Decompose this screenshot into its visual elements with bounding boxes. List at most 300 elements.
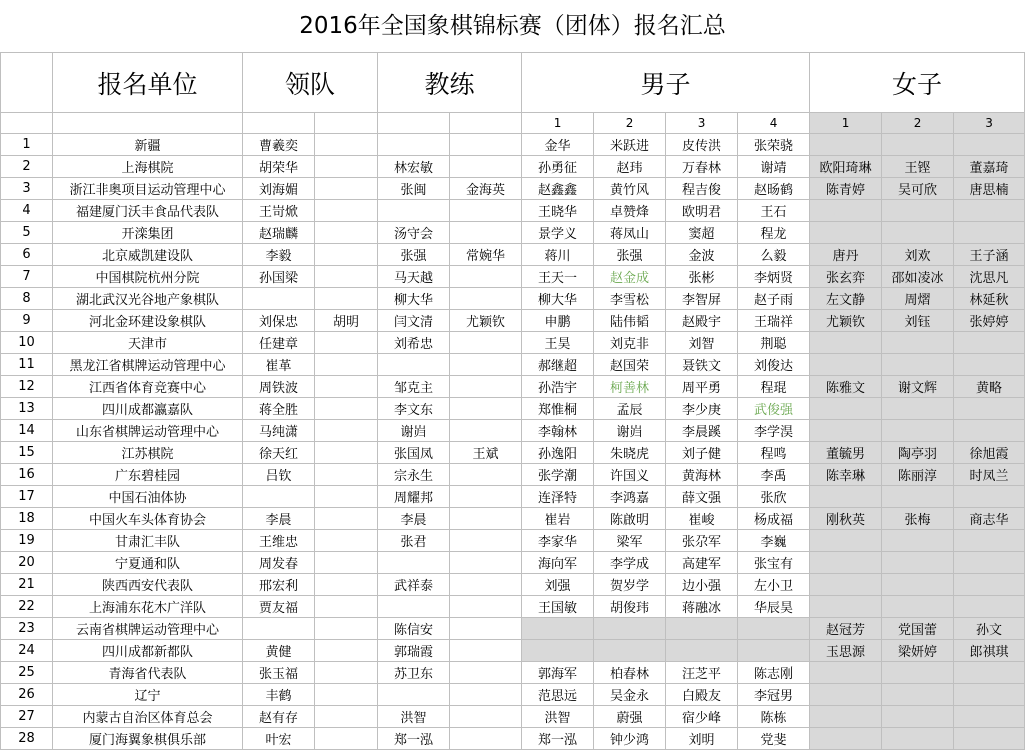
women-player-cell: 陶亭羽: [882, 442, 954, 464]
men-player-cell: 连泽特: [522, 486, 594, 508]
row-index: 15: [1, 442, 53, 464]
men-player-cell: 蒋凤山: [594, 222, 666, 244]
unit-name-cell: 宁夏通和队: [53, 552, 243, 574]
unit-name-cell: 广东碧桂园: [53, 464, 243, 486]
subheader-blank: [378, 113, 450, 134]
coach-cell: 闫文清: [378, 310, 450, 332]
coach-cell: 张国凤: [378, 442, 450, 464]
women-player-cell: 商志华: [954, 508, 1025, 530]
leader-cell: 蒋全胜: [243, 398, 315, 420]
men-player-cell: 王天一: [522, 266, 594, 288]
unit-name-cell: 天津市: [53, 332, 243, 354]
coach-cell: 苏卫东: [378, 662, 450, 684]
coach-cell: [450, 200, 522, 222]
leader-cell: [315, 662, 378, 684]
women-player-cell: [954, 486, 1025, 508]
men-player-cell: 华辰昊: [738, 596, 810, 618]
men-player-cell: 米跃进: [594, 134, 666, 156]
table-row: [1, 310, 1025, 332]
men-player-cell: [738, 618, 810, 640]
men-player-cell: 李学成: [594, 552, 666, 574]
unit-name-cell: 厦门海翼象棋俱乐部: [53, 728, 243, 750]
men-player-cell: 左小卫: [738, 574, 810, 596]
subheader-blank: [450, 113, 522, 134]
table-row: [1, 640, 1025, 662]
men-player-cell: 申鹏: [522, 310, 594, 332]
leader-cell: [315, 552, 378, 574]
men-player-cell: 窦超: [666, 222, 738, 244]
leader-cell: [315, 222, 378, 244]
unit-name-cell: 中国棋院杭州分院: [53, 266, 243, 288]
coach-cell: [450, 684, 522, 706]
leader-cell: [315, 728, 378, 750]
men-player-cell: 刘子健: [666, 442, 738, 464]
women-player-cell: [954, 552, 1025, 574]
men-player-cell: 孙勇征: [522, 156, 594, 178]
row-index: 1: [1, 134, 53, 156]
table-row: [1, 288, 1025, 310]
leader-cell: [315, 178, 378, 200]
men-num-1: 1: [522, 113, 594, 134]
table-row: [1, 134, 1025, 156]
leader-cell: 王维忠: [243, 530, 315, 552]
men-player-cell: 范思远: [522, 684, 594, 706]
women-player-cell: [882, 134, 954, 156]
men-player-cell: 崔岩: [522, 508, 594, 530]
men-player-cell: 许国义: [594, 464, 666, 486]
women-player-cell: [810, 684, 882, 706]
row-index: 5: [1, 222, 53, 244]
coach-cell: [450, 486, 522, 508]
men-player-cell: 金华: [522, 134, 594, 156]
women-player-cell: [882, 530, 954, 552]
men-player-cell: 李巍: [738, 530, 810, 552]
men-player-cell: 赵殿宇: [666, 310, 738, 332]
row-index: 17: [1, 486, 53, 508]
leader-cell: [315, 134, 378, 156]
women-player-cell: 刚秋英: [810, 508, 882, 530]
women-player-cell: [810, 530, 882, 552]
table-row: [1, 244, 1025, 266]
men-player-cell: 欧明君: [666, 200, 738, 222]
table-row: [1, 420, 1025, 442]
row-index: 21: [1, 574, 53, 596]
unit-name-cell: 中国石油体协: [53, 486, 243, 508]
women-player-cell: 郎祺琪: [954, 640, 1025, 662]
men-player-cell: 王昊: [522, 332, 594, 354]
men-player-cell: 程琨: [738, 376, 810, 398]
table-row: [1, 354, 1025, 376]
row-index: 16: [1, 464, 53, 486]
unit-name-cell: 山东省棋牌运动管理中心: [53, 420, 243, 442]
row-index: 6: [1, 244, 53, 266]
subheader-row: [1, 113, 1025, 134]
men-player-cell: 黄竹风: [594, 178, 666, 200]
women-player-cell: [882, 662, 954, 684]
unit-name-cell: 江西省体育竞赛中心: [53, 376, 243, 398]
leader-cell: [315, 618, 378, 640]
unit-name-cell: 中国火车头体育协会: [53, 508, 243, 530]
men-player-cell: 李冠男: [738, 684, 810, 706]
table-row: [1, 486, 1025, 508]
women-player-cell: 尤颖钦: [810, 310, 882, 332]
leader-cell: 吕钦: [243, 464, 315, 486]
leader-cell: [315, 442, 378, 464]
women-player-cell: [882, 332, 954, 354]
unit-name-cell: 四川成都瀛嘉队: [53, 398, 243, 420]
leader-cell: 胡明: [315, 310, 378, 332]
leader-cell: 赵瑞麟: [243, 222, 315, 244]
unit-name-cell: 湖北武汉光谷地产象棋队: [53, 288, 243, 310]
unit-name-cell: 上海棋院: [53, 156, 243, 178]
women-player-cell: 董嘉琦: [954, 156, 1025, 178]
men-player-cell: 胡俊玮: [594, 596, 666, 618]
men-player-cell: 张学潮: [522, 464, 594, 486]
coach-cell: [450, 420, 522, 442]
table-row: [1, 684, 1025, 706]
row-index: 19: [1, 530, 53, 552]
unit-name-cell: 福建厦门沃丰食品代表队: [53, 200, 243, 222]
men-player-cell: 李鸿嘉: [594, 486, 666, 508]
coach-cell: [450, 618, 522, 640]
men-player-cell: 郭海军: [522, 662, 594, 684]
coach-cell: 郭瑞霞: [378, 640, 450, 662]
women-player-cell: 陈青婷: [810, 178, 882, 200]
men-player-cell: 薛文强: [666, 486, 738, 508]
unit-name-cell: 四川成都新都队: [53, 640, 243, 662]
women-player-cell: [954, 134, 1025, 156]
leader-cell: [315, 684, 378, 706]
men-player-cell: 张宝有: [738, 552, 810, 574]
subheader-blank: [1, 113, 53, 134]
coach-cell: [378, 684, 450, 706]
men-player-cell: 蒋川: [522, 244, 594, 266]
men-player-cell: [522, 618, 594, 640]
women-player-cell: [882, 574, 954, 596]
leader-cell: [315, 420, 378, 442]
row-index: 13: [1, 398, 53, 420]
header-men: 男子: [522, 53, 810, 113]
leader-cell: [315, 266, 378, 288]
men-player-cell: 万春林: [666, 156, 738, 178]
men-player-cell: 程吉俊: [666, 178, 738, 200]
women-player-cell: [810, 354, 882, 376]
table-row: [1, 662, 1025, 684]
leader-cell: [243, 288, 315, 310]
men-player-cell: 刘强: [522, 574, 594, 596]
coach-cell: [378, 552, 450, 574]
coach-cell: [378, 354, 450, 376]
row-index: 3: [1, 178, 53, 200]
men-player-cell: 张尕军: [666, 530, 738, 552]
subheader-blank: [315, 113, 378, 134]
coach-cell: 柳大华: [378, 288, 450, 310]
men-player-cell: [738, 640, 810, 662]
coach-cell: [450, 574, 522, 596]
men-player-cell: 陈志刚: [738, 662, 810, 684]
women-player-cell: 刘欢: [882, 244, 954, 266]
men-player-cell: [594, 640, 666, 662]
women-player-cell: [810, 200, 882, 222]
leader-cell: [315, 398, 378, 420]
unit-name-cell: 黑龙江省棋牌运动管理中心: [53, 354, 243, 376]
women-player-cell: 左文静: [810, 288, 882, 310]
women-player-cell: 欧阳琦琳: [810, 156, 882, 178]
men-player-cell: 程龙: [738, 222, 810, 244]
women-player-cell: 张梅: [882, 508, 954, 530]
men-player-cell: 李少庚: [666, 398, 738, 420]
men-player-cell: 陆伟韬: [594, 310, 666, 332]
women-player-cell: [810, 486, 882, 508]
women-player-cell: 周熠: [882, 288, 954, 310]
table-row: [1, 178, 1025, 200]
coach-cell: 洪智: [378, 706, 450, 728]
women-player-cell: [954, 574, 1025, 596]
leader-cell: [315, 596, 378, 618]
men-player-cell: 张强: [594, 244, 666, 266]
leader-cell: [315, 156, 378, 178]
row-index: 27: [1, 706, 53, 728]
page-title: 2016年全国象棋锦标赛（团体）报名汇总: [299, 13, 726, 39]
women-player-cell: [954, 398, 1025, 420]
women-player-cell: [882, 486, 954, 508]
men-player-cell: 程鸣: [738, 442, 810, 464]
men-player-cell: 荆聪: [738, 332, 810, 354]
unit-name-cell: 河北金环建设象棋队: [53, 310, 243, 332]
leader-cell: 任建章: [243, 332, 315, 354]
women-player-cell: 孙文: [954, 618, 1025, 640]
women-player-cell: 唐丹: [810, 244, 882, 266]
men-player-cell: 孟辰: [594, 398, 666, 420]
men-player-cell: 郑一泓: [522, 728, 594, 750]
men-player-cell: [666, 618, 738, 640]
coach-cell: [378, 200, 450, 222]
women-player-cell: 沈思凡: [954, 266, 1025, 288]
women-player-cell: 陈雅文: [810, 376, 882, 398]
leader-cell: [315, 574, 378, 596]
men-player-cell: 王晓华: [522, 200, 594, 222]
table-row: [1, 156, 1025, 178]
row-index: 10: [1, 332, 53, 354]
row-index: 26: [1, 684, 53, 706]
leader-cell: 刘保忠: [243, 310, 315, 332]
row-index: 8: [1, 288, 53, 310]
men-player-cell: 王石: [738, 200, 810, 222]
coach-cell: [450, 464, 522, 486]
women-player-cell: [810, 662, 882, 684]
women-player-cell: [882, 222, 954, 244]
men-player-cell: 钟少鸿: [594, 728, 666, 750]
men-player-cell: 刘俊达: [738, 354, 810, 376]
coach-cell: 宗永生: [378, 464, 450, 486]
leader-cell: [243, 618, 315, 640]
women-player-cell: 林延秋: [954, 288, 1025, 310]
women-player-cell: [810, 552, 882, 574]
men-player-cell: 杨成福: [738, 508, 810, 530]
leader-cell: [315, 354, 378, 376]
leader-cell: [315, 508, 378, 530]
women-player-cell: [882, 596, 954, 618]
women-player-cell: [810, 596, 882, 618]
leader-cell: 黄健: [243, 640, 315, 662]
leader-cell: [315, 486, 378, 508]
leader-cell: 马纯潇: [243, 420, 315, 442]
women-player-cell: [954, 332, 1025, 354]
men-player-cell: 陈栋: [738, 706, 810, 728]
men-player-cell: 柳大华: [522, 288, 594, 310]
coach-cell: 张强: [378, 244, 450, 266]
men-player-cell: 王国敏: [522, 596, 594, 618]
coach-cell: [450, 156, 522, 178]
table-row: [1, 332, 1025, 354]
women-player-cell: [954, 706, 1025, 728]
women-player-cell: [954, 596, 1025, 618]
men-player-cell: [666, 640, 738, 662]
women-player-cell: [954, 530, 1025, 552]
men-player-cell: 郝继超: [522, 354, 594, 376]
leader-cell: [315, 706, 378, 728]
women-player-cell: [810, 706, 882, 728]
women-player-cell: [810, 574, 882, 596]
men-player-cell: 张荣骁: [738, 134, 810, 156]
coach-cell: [450, 596, 522, 618]
women-player-cell: 黄略: [954, 376, 1025, 398]
men-player-cell: 谢靖: [738, 156, 810, 178]
men-player-cell: 赵鑫鑫: [522, 178, 594, 200]
leader-cell: 邢宏利: [243, 574, 315, 596]
table-row: [1, 266, 1025, 288]
women-player-cell: 张玄弈: [810, 266, 882, 288]
coach-cell: 王斌: [450, 442, 522, 464]
row-index: 14: [1, 420, 53, 442]
women-player-cell: [954, 662, 1025, 684]
men-player-cell: 赵金成: [594, 266, 666, 288]
women-player-cell: 刘钰: [882, 310, 954, 332]
header-row: [1, 53, 1025, 113]
registration-table: [0, 52, 1025, 750]
women-player-cell: [882, 200, 954, 222]
men-num-2: 2: [594, 113, 666, 134]
women-player-cell: 党国蕾: [882, 618, 954, 640]
men-num-3: 3: [666, 113, 738, 134]
table-row: [1, 508, 1025, 530]
men-player-cell: 赵国荣: [594, 354, 666, 376]
coach-cell: 张君: [378, 530, 450, 552]
coach-cell: 周耀邦: [378, 486, 450, 508]
unit-name-cell: 辽宁: [53, 684, 243, 706]
men-player-cell: 李晨蹊: [666, 420, 738, 442]
coach-cell: [450, 134, 522, 156]
women-player-cell: [882, 552, 954, 574]
table-row: [1, 464, 1025, 486]
table-row: [1, 442, 1025, 464]
women-player-cell: [882, 728, 954, 750]
header-coach: 教练: [378, 53, 522, 113]
unit-name-cell: 上海浦东花木广洋队: [53, 596, 243, 618]
women-player-cell: [810, 398, 882, 420]
men-player-cell: [522, 640, 594, 662]
coach-cell: 邹克主: [378, 376, 450, 398]
men-player-cell: 周平勇: [666, 376, 738, 398]
unit-name-cell: 内蒙古自治区体育总会: [53, 706, 243, 728]
men-player-cell: 宿少峰: [666, 706, 738, 728]
coach-cell: [450, 222, 522, 244]
women-player-cell: [954, 728, 1025, 750]
coach-cell: [450, 332, 522, 354]
leader-cell: 李毅: [243, 244, 315, 266]
men-player-cell: 王瑞祥: [738, 310, 810, 332]
table-row: [1, 552, 1025, 574]
coach-cell: 刘希忠: [378, 332, 450, 354]
women-player-cell: [882, 706, 954, 728]
women-player-cell: 张婷婷: [954, 310, 1025, 332]
men-player-cell: 刘明: [666, 728, 738, 750]
men-player-cell: 张欣: [738, 486, 810, 508]
leader-cell: 刘海媚: [243, 178, 315, 200]
coach-cell: [450, 552, 522, 574]
coach-cell: 谢岿: [378, 420, 450, 442]
men-player-cell: 崔峻: [666, 508, 738, 530]
table-row: [1, 376, 1025, 398]
header-leader: 领队: [243, 53, 378, 113]
coach-cell: [378, 596, 450, 618]
women-num-2: 2: [882, 113, 954, 134]
coach-cell: [450, 266, 522, 288]
women-player-cell: 陈丽淳: [882, 464, 954, 486]
men-player-cell: 朱晓虎: [594, 442, 666, 464]
coach-cell: 金海英: [450, 178, 522, 200]
leader-cell: [315, 288, 378, 310]
men-player-cell: 刘克非: [594, 332, 666, 354]
men-player-cell: 李智屏: [666, 288, 738, 310]
leader-cell: [315, 640, 378, 662]
leader-cell: 王岢焮: [243, 200, 315, 222]
header-index: [1, 53, 53, 113]
header-unit: 报名单位: [53, 53, 243, 113]
unit-name-cell: 江苏棋院: [53, 442, 243, 464]
coach-cell: [378, 134, 450, 156]
row-index: 12: [1, 376, 53, 398]
women-player-cell: 唐思楠: [954, 178, 1025, 200]
women-player-cell: 邵如凌冰: [882, 266, 954, 288]
women-player-cell: [810, 222, 882, 244]
coach-cell: 汤守会: [378, 222, 450, 244]
leader-cell: [315, 332, 378, 354]
women-player-cell: [954, 200, 1025, 222]
table-row: [1, 596, 1025, 618]
unit-name-cell: 陕西西安代表队: [53, 574, 243, 596]
women-player-cell: [810, 728, 882, 750]
leader-cell: 崔革: [243, 354, 315, 376]
women-player-cell: [882, 354, 954, 376]
unit-name-cell: 甘肃汇丰队: [53, 530, 243, 552]
leader-cell: [315, 530, 378, 552]
women-player-cell: 梁妍婷: [882, 640, 954, 662]
row-index: 22: [1, 596, 53, 618]
leader-cell: 李晨: [243, 508, 315, 530]
leader-cell: 贾友福: [243, 596, 315, 618]
men-player-cell: 聂铁文: [666, 354, 738, 376]
header-women: 女子: [810, 53, 1025, 113]
row-index: 11: [1, 354, 53, 376]
men-player-cell: 刘智: [666, 332, 738, 354]
men-player-cell: 蔚强: [594, 706, 666, 728]
table-row: [1, 530, 1025, 552]
men-player-cell: 么毅: [738, 244, 810, 266]
table-row: [1, 398, 1025, 420]
unit-name-cell: 新疆: [53, 134, 243, 156]
row-index: 4: [1, 200, 53, 222]
